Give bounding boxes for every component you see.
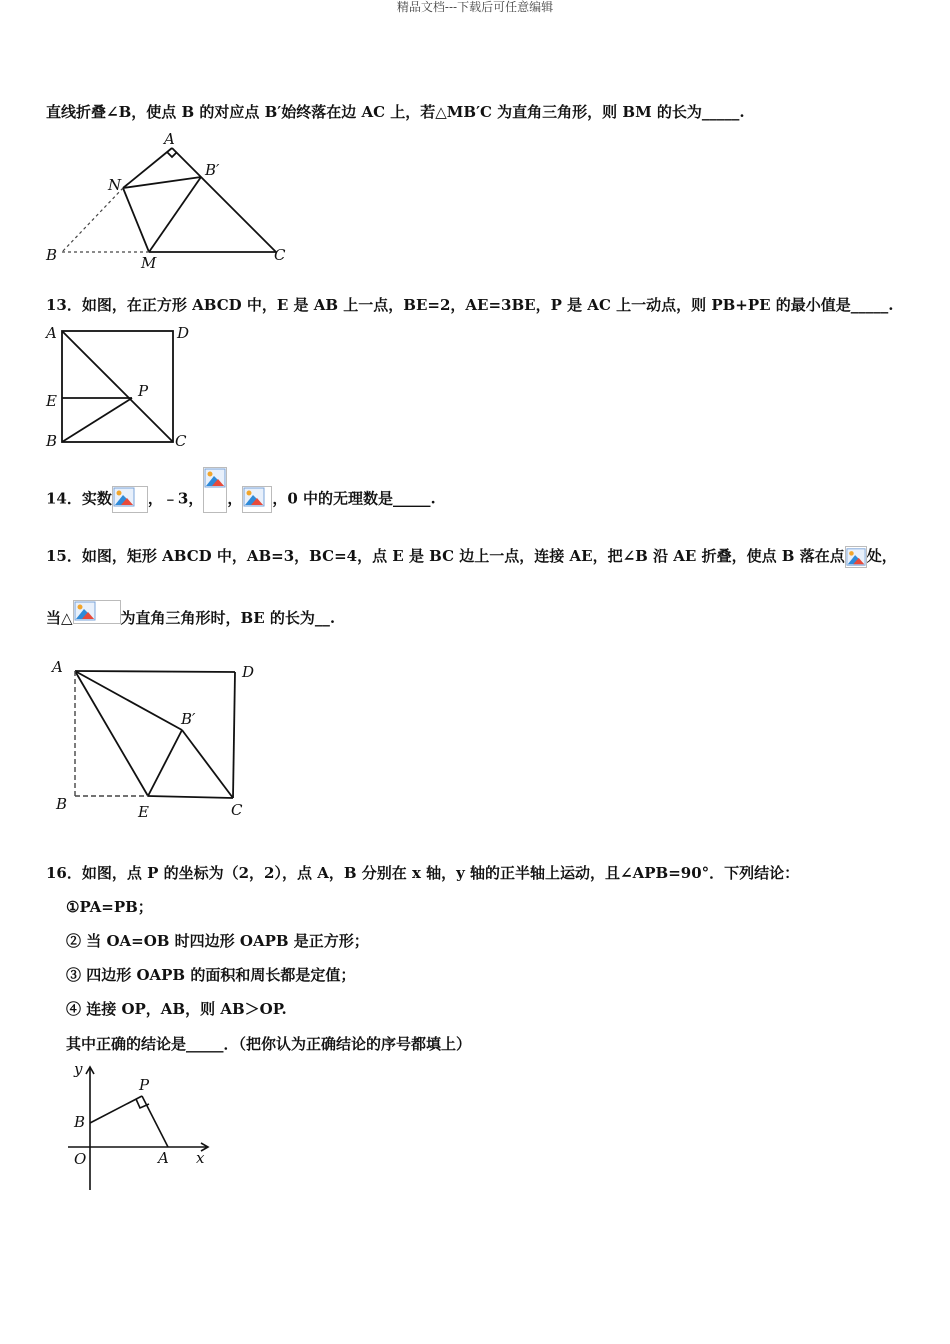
q13-label-E: E — [46, 392, 57, 410]
q16-figure — [62, 1062, 212, 1197]
q12-label-C: C — [274, 246, 286, 264]
q12-figure — [44, 130, 294, 272]
q16-label-P: P — [139, 1076, 150, 1094]
q16-item-3: ③ 四边形 OAPB 的面积和周长都是定值； — [66, 966, 356, 984]
q16-label-A: A — [158, 1149, 169, 1167]
q14-mid: ﹣3， — [162, 489, 204, 508]
q15-line2-prefix: 当△ — [46, 609, 73, 627]
q13-label-D: D — [177, 324, 190, 342]
q16-label-O: O — [74, 1150, 87, 1168]
q15-label-Bprime: B′ — [181, 710, 196, 728]
q16-item-2: ② 当 OA=OB 时四边形 OAPB 是正方形； — [66, 932, 369, 950]
q13-label-C: C — [175, 432, 187, 450]
broken-image-icon — [845, 546, 867, 568]
q14-sep2: ， — [227, 489, 243, 508]
q16-ending: 其中正确的结论是_____．（把你认为正确结论的序号都填上） — [66, 1035, 472, 1053]
broken-image-icon — [112, 486, 148, 513]
broken-image-icon — [73, 600, 121, 624]
q15-label-C: C — [231, 801, 243, 819]
q14-line — [46, 486, 436, 513]
page-header: 精品文档---下载后可任意编辑 — [396, 0, 554, 14]
q15-line1-suffix: 处， — [866, 547, 897, 565]
q12-label-M: M — [141, 254, 157, 272]
q14-suffix: ，0 中的无理数是_____. — [272, 489, 436, 508]
q15-label-A: A — [52, 658, 63, 676]
q15-label-E: E — [138, 803, 149, 821]
q12-text: 直线折叠∠B，使点 B 的对应点 B′始终落在边 AC 上，若△MB′C 为直角三角形，则 BM 的长为_____. — [46, 103, 745, 121]
q13-label-A: A — [46, 324, 57, 342]
q14-sep1: ， — [147, 489, 163, 508]
q12-label-Bprime: B′ — [205, 161, 220, 179]
q12-label-A: A — [164, 130, 175, 148]
q13-figure — [44, 322, 204, 452]
broken-image-icon — [242, 486, 272, 513]
q16-item-4: ④ 连接 OP，AB，则 AB＞OP. — [66, 1000, 287, 1018]
broken-image-icon — [203, 467, 227, 513]
q16-text: 16．如图，点 P 的坐标为（2，2），点 A，B 分别在 x 轴，y 轴的正半轴上运动，且∠APB=90°．下列结论： — [46, 864, 800, 882]
q15-line1-prefix: 15．如图，矩形 ABCD 中，AB=3，BC=4，点 E 是 BC 边上一点，连接 AE，把∠B 沿 AE 折叠，使点 B 落在点 — [46, 547, 845, 565]
q15-line2 — [46, 608, 335, 628]
q13-label-P: P — [138, 382, 149, 400]
q16-label-B: B — [74, 1113, 86, 1131]
q15-label-D: D — [242, 663, 255, 681]
q15-line2-suffix: 为直角三角形时，BE 的长为__. — [120, 609, 336, 627]
q13-label-B: B — [46, 432, 58, 450]
q16-label-x: x — [196, 1149, 205, 1167]
q13-text: 13．如图，在正方形 ABCD 中，E 是 AB 上一点，BE=2，AE=3BE，P 是 AC 上一动点，则 PB+PE 的最小值是_____. — [46, 296, 894, 314]
q15-line1 — [46, 546, 897, 568]
q12-label-N: N — [108, 176, 122, 194]
q15-label-B: B — [56, 795, 68, 813]
q12-label-B: B — [46, 246, 58, 264]
q14-prefix: 14．实数 — [46, 489, 112, 508]
q16-item-1: ①PA=PB； — [66, 898, 153, 916]
q16-label-y: y — [74, 1062, 83, 1078]
q15-figure — [44, 652, 274, 827]
